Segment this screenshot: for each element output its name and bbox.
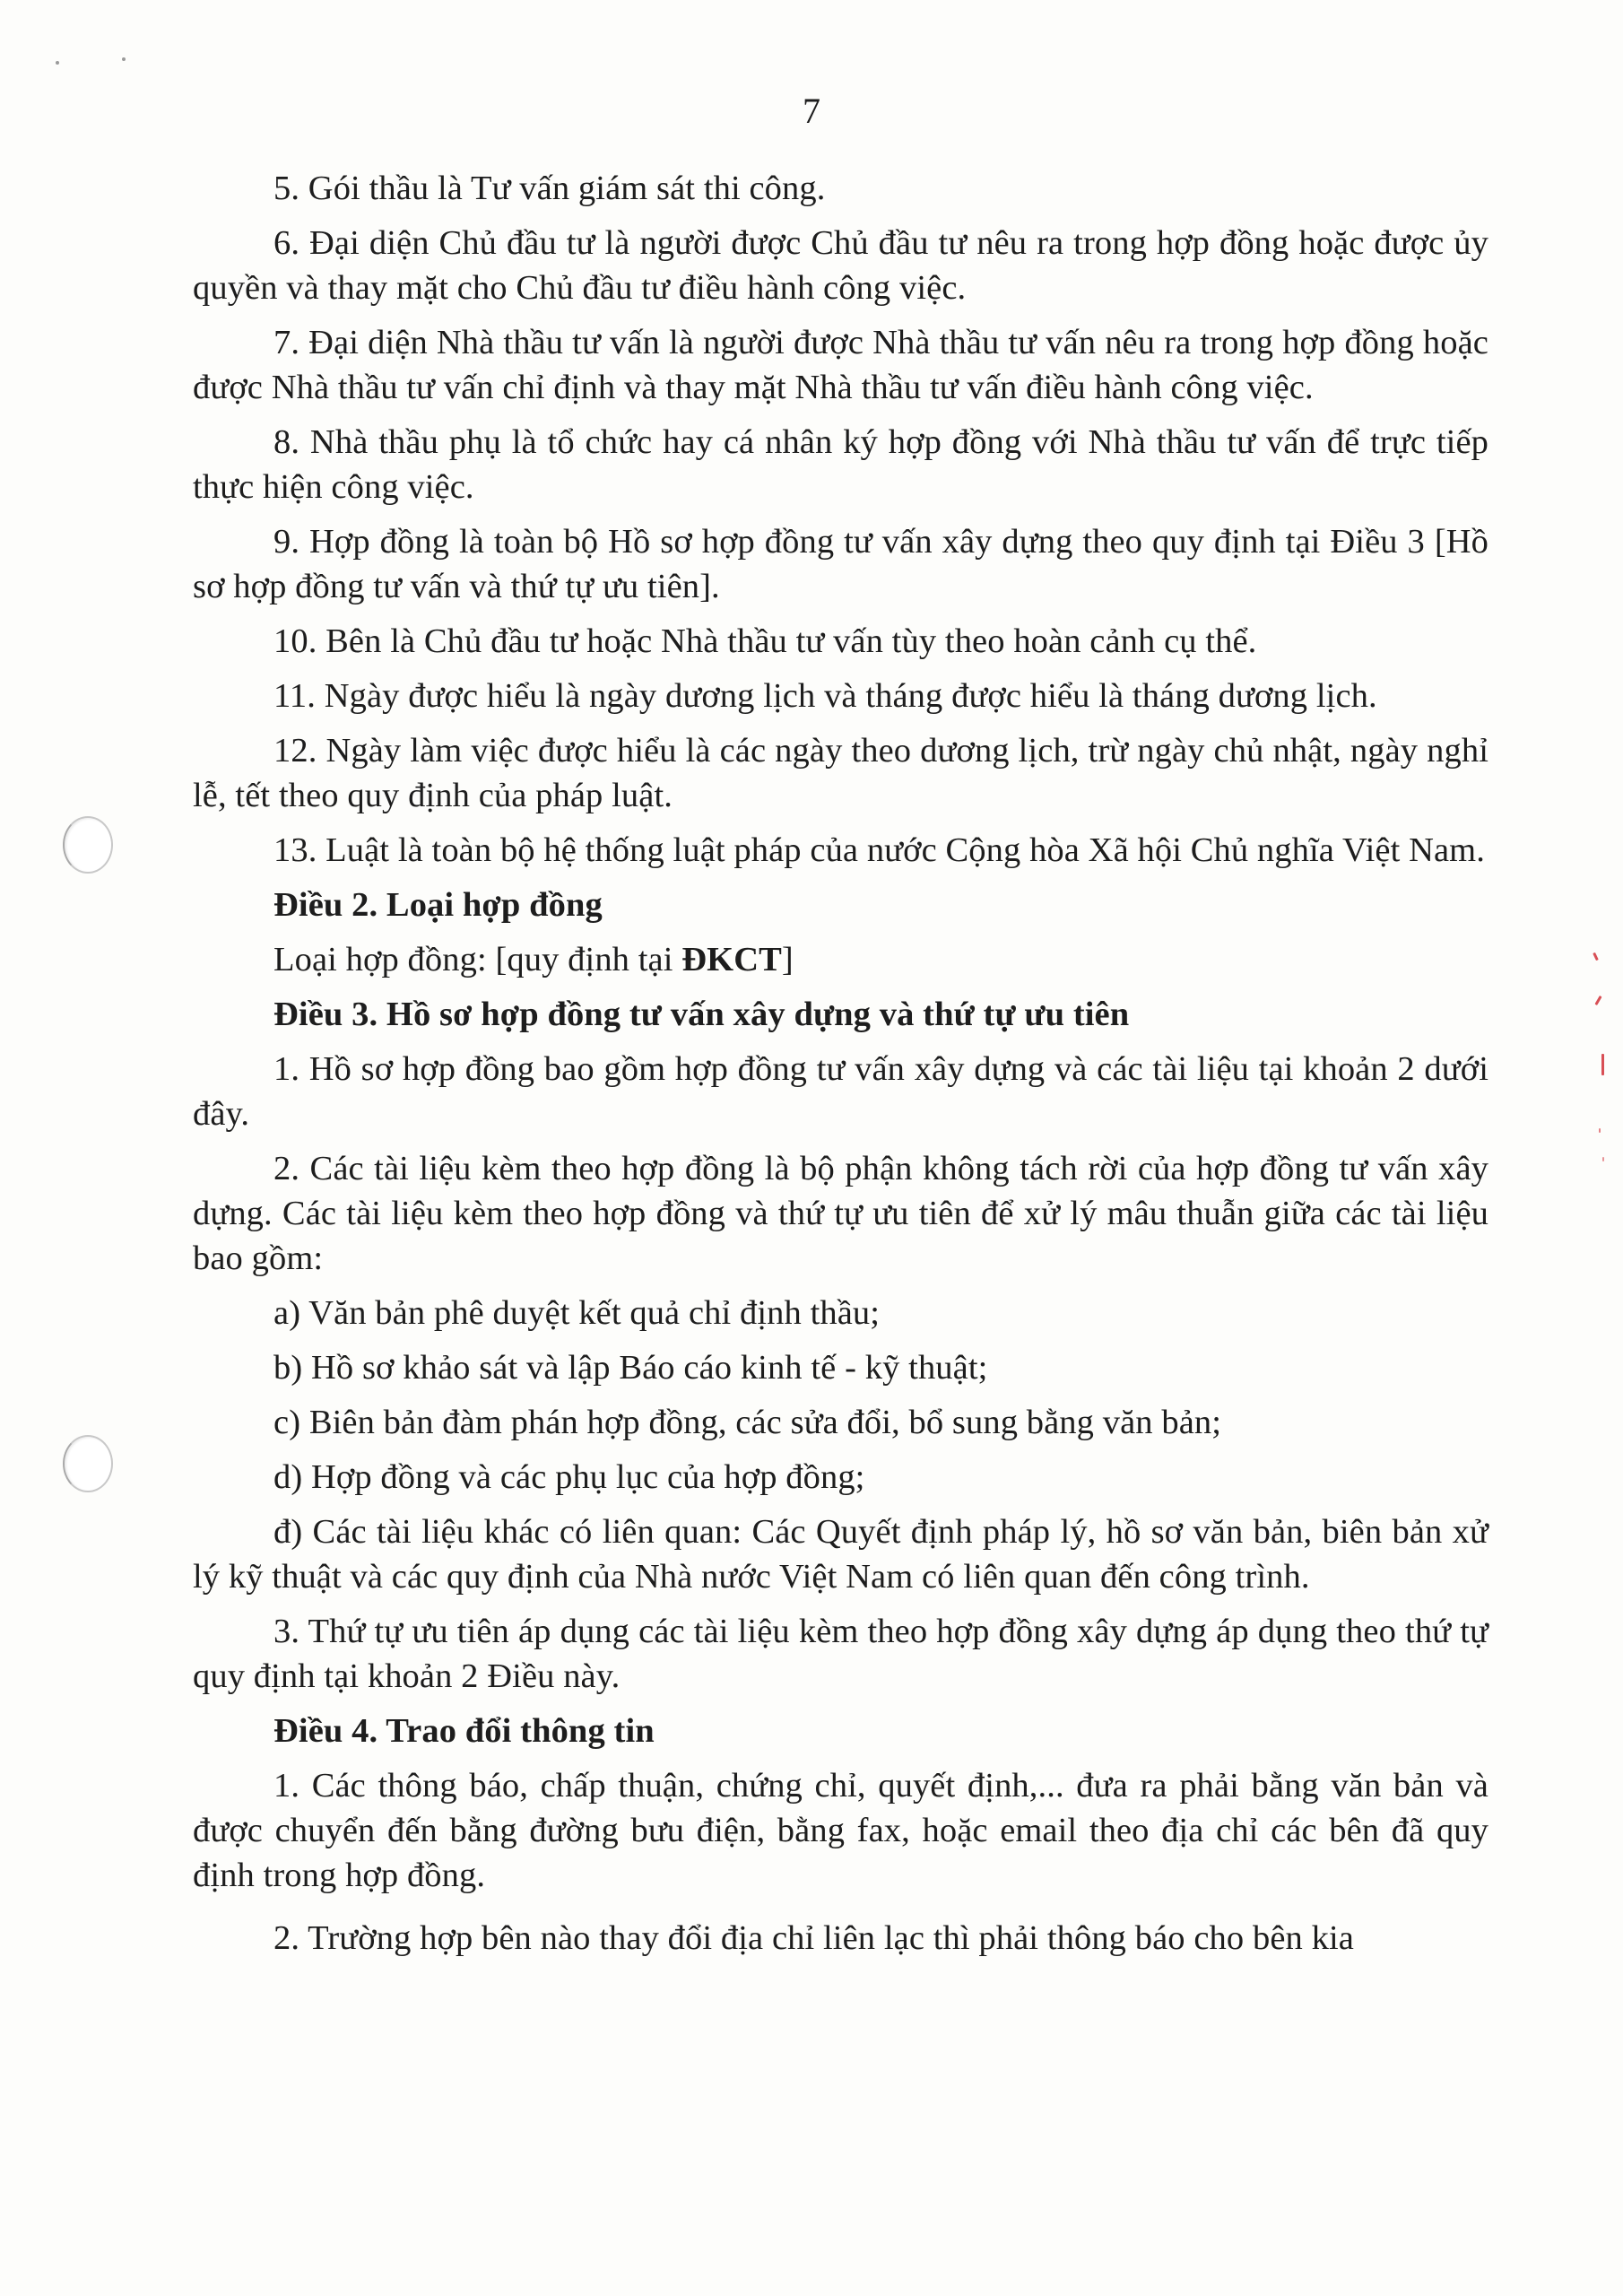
article-3-clause-3: 3. Thứ tự ưu tiên áp dụng các tài liệu kèm theo hợp đồng xây dựng áp dụng theo thứ tự quy định tại khoản 2 Điều này. — [193, 1613, 1488, 1695]
margin-mark — [1602, 1157, 1604, 1161]
definition-item-12: 12. Ngày làm việc được hiểu là các ngày theo dương lịch, trừ ngày chủ nhật, ngày nghỉ lễ, tết theo quy định của pháp luật. — [193, 732, 1488, 814]
document-body — [193, 166, 1488, 1961]
article-4-heading: Điều 4. Trao đổi thông tin — [273, 1712, 655, 1750]
article-3-heading: Điều 3. Hồ sơ hợp đồng tư vấn xây dựng và thứ tự ưu tiên — [273, 996, 1130, 1033]
article-2-heading: Điều 2. Loại hợp đồng — [273, 886, 603, 924]
contract-type-close: ] — [781, 941, 794, 978]
scan-speck — [122, 57, 126, 61]
document-list-item-a: a) Văn bản phê duyệt kết quả chỉ định thầu; — [273, 1294, 881, 1332]
article-4-clause-2: 2. Trường hợp bên nào thay đổi địa chỉ liên lạc thì phải thông báo cho bên kia — [273, 1919, 1354, 1957]
article-3-clause-2: 2. Các tài liệu kèm theo hợp đồng là bộ phận không tách rời của hợp đồng tư vấn xây dựng. Các tài liệu kèm theo hợp đồng và thứ tự ưu tiên để xử lý mâu thuẫn giữa các tài liệu bao gồm: — [193, 1150, 1488, 1277]
article-4-clause-1: 1. Các thông báo, chấp thuận, chứng chỉ, quyết định,... đưa ra phải bằng văn bản và được chuyển đến bằng đường bưu điện, bằng fax, hoặc email theo địa chỉ các bên đã quy định trong hợp đồng. — [193, 1767, 1488, 1894]
contract-type-reference: ĐKCT — [681, 941, 782, 978]
definition-item-6: 6. Đại diện Chủ đầu tư là người được Chủ đầu tư nêu ra trong hợp đồng hoặc được ủy quyền và thay mặt cho Chủ đầu tư điều hành công việc. — [193, 224, 1488, 307]
margin-mark — [1594, 996, 1601, 1005]
document-list-item-c: c) Biên bản đàm phán hợp đồng, các sửa đổi, bổ sung bằng văn bản; — [273, 1404, 1222, 1441]
punch-hole — [63, 816, 113, 874]
article-3-clause-1: 1. Hồ sơ hợp đồng bao gồm hợp đồng tư vấn xây dựng và các tài liệu tại khoản 2 dưới đây. — [193, 1050, 1488, 1133]
definition-item-10: 10. Bên là Chủ đầu tư hoặc Nhà thầu tư vấn tùy theo hoàn cảnh cụ thể. — [273, 622, 1257, 660]
document-list-item-dd: đ) Các tài liệu khác có liên quan: Các Quyết định pháp lý, hồ sơ văn bản, biên bản xử lý kỹ thuật và các quy định của Nhà nước Việt Nam có liên quan đến công trình. — [193, 1513, 1488, 1596]
contract-type-text: Loại hợp đồng: [quy định tại — [273, 941, 682, 978]
definition-item-13: 13. Luật là toàn bộ hệ thống luật pháp của nước Cộng hòa Xã hội Chủ nghĩa Việt Nam. — [273, 831, 1485, 869]
definition-item-11: 11. Ngày được hiểu là ngày dương lịch và tháng được hiểu là tháng dương lịch. — [273, 677, 1377, 715]
definition-item-5: 5. Gói thầu là Tư vấn giám sát thi công. — [273, 170, 826, 207]
document-list-item-d: d) Hợp đồng và các phụ lục của hợp đồng; — [273, 1458, 865, 1496]
contract-type-line — [193, 937, 1488, 982]
margin-mark — [1601, 1054, 1604, 1075]
scan-speck — [56, 61, 59, 65]
document-list-item-b: b) Hồ sơ khảo sát và lập Báo cáo kinh tế - kỹ thuật; — [273, 1349, 988, 1387]
definition-item-7: 7. Đại diện Nhà thầu tư vấn là người được Nhà thầu tư vấn nêu ra trong hợp đồng hoặc được Nhà thầu tư vấn chỉ định và thay mặt Nhà thầu tư vấn điều hành công việc. — [193, 324, 1488, 406]
definition-item-8: 8. Nhà thầu phụ là tổ chức hay cá nhân ký hợp đồng với Nhà thầu tư vấn để trực tiếp thực hiện công việc. — [193, 423, 1488, 506]
punch-hole — [63, 1435, 113, 1492]
page-number: 7 — [803, 91, 820, 131]
margin-mark — [1599, 1128, 1601, 1133]
definition-item-9: 9. Hợp đồng là toàn bộ Hồ sơ hợp đồng tư vấn xây dựng theo quy định tại Điều 3 [Hồ sơ hợp đồng tư vấn và thứ tự ưu tiên]. — [193, 523, 1488, 605]
margin-mark — [1593, 952, 1599, 961]
